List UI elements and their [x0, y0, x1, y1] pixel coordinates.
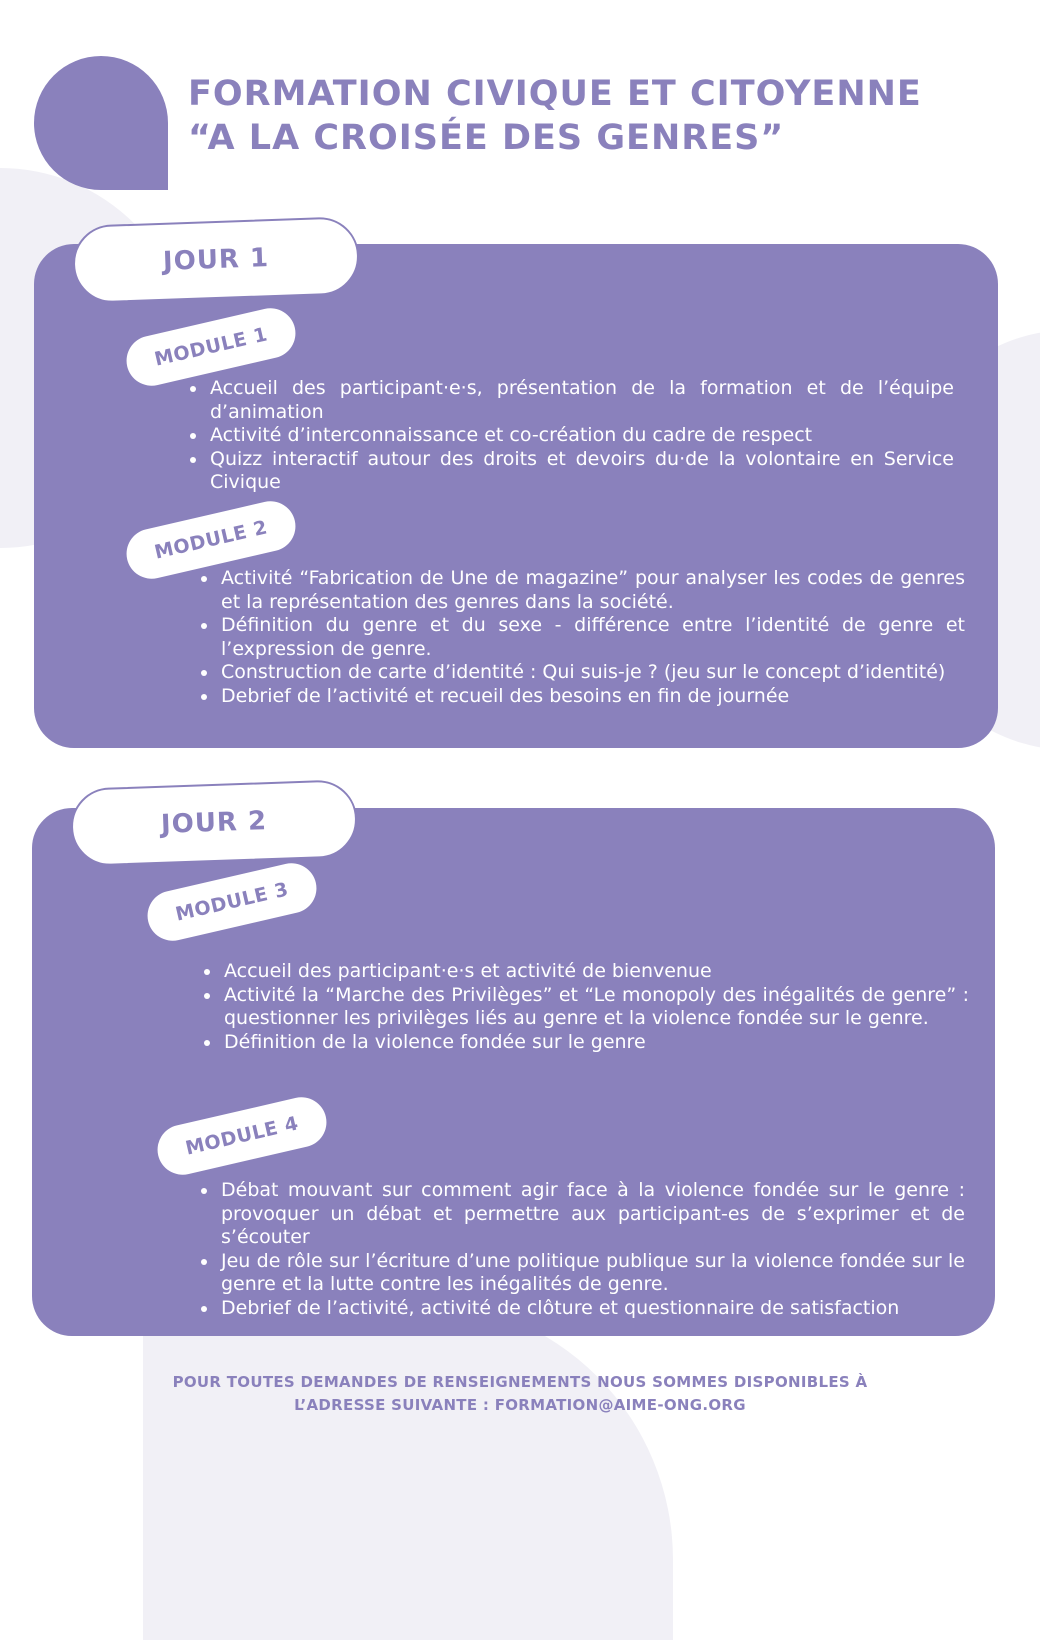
- footer-line-2: L’ADRESSE SUIVANTE : FORMATION@AIME-ONG.ORG: [294, 1396, 746, 1414]
- list-item: • Activité “Fabrication de Une de magazine” pour analyser les codes de genres et la représentation des genres dans la société.: [219, 567, 965, 614]
- list-item: • Debrief de l’activité et recueil des besoins en fin de journée: [219, 685, 965, 709]
- module-3-label: MODULE 3: [173, 878, 291, 926]
- list-item: • Quizz interactif autour des droits et devoirs du·de la volontaire en Service Civique: [208, 448, 954, 495]
- list-item: • Jeu de rôle sur l’écriture d’une politique publique sur la violence fondée sur le genre et la lutte contre les inégalités de genre.: [219, 1250, 965, 1297]
- list-item: • Debrief de l’activité, activité de clôture et questionnaire de satisfaction: [219, 1297, 965, 1321]
- module-1-label: MODULE 1: [152, 323, 270, 371]
- list-item: • Débat mouvant sur comment agir face à la violence fondée sur le genre : provoquer un débat et permettre aux participant-es de s’exprimer et de s’écouter: [219, 1179, 965, 1250]
- list-item: • Définition du genre et du sexe - différence entre l’identité de genre et l’expression de genre.: [219, 614, 965, 661]
- background-shape-bottom: [143, 1300, 673, 1640]
- page-title: [188, 72, 922, 160]
- list-item: • Accueil des participant·e·s et activité de bienvenue: [222, 960, 969, 984]
- day-2-label-pill: [70, 779, 359, 867]
- list-item: • Activité la “Marche des Privilèges” et “Le monopoly des inégalités de genre” : questionner les privilèges liés au genre et la violence fondée sur le genre.: [222, 984, 969, 1031]
- module-4-label: MODULE 4: [183, 1112, 301, 1160]
- day-1-label: JOUR 1: [162, 243, 270, 277]
- list-item: • Activité d’interconnaissance et co-création du cadre de respect: [208, 424, 954, 448]
- title-line-1: FORMATION CIVIQUE ET CITOYENNE: [188, 74, 922, 114]
- list-item: • Définition de la violence fondée sur le genre: [222, 1031, 969, 1055]
- module-2-label: MODULE 2: [152, 516, 270, 564]
- footer-line-1: POUR TOUTES DEMANDES DE RENSEIGNEMENTS NOUS SOMMES DISPONIBLES À: [172, 1373, 868, 1391]
- decorative-drop-shape: [34, 56, 168, 190]
- module-2-list: [195, 567, 965, 708]
- module-1-list: [184, 377, 954, 495]
- list-item: • Construction de carte d’identité : Qui suis-je ? (jeu sur le concept d’identité): [219, 661, 965, 685]
- day-2-label: JOUR 2: [160, 806, 268, 840]
- title-line-2: “A LA CROISÉE DES GENRES”: [188, 118, 785, 158]
- list-item: • Accueil des participant·e·s, présentation de la formation et de l’équipe d’animation: [208, 377, 954, 424]
- contact-footer: [150, 1371, 890, 1417]
- module-4-list: [195, 1179, 965, 1320]
- day-1-label-pill: [72, 216, 361, 304]
- module-3-list: [198, 960, 969, 1054]
